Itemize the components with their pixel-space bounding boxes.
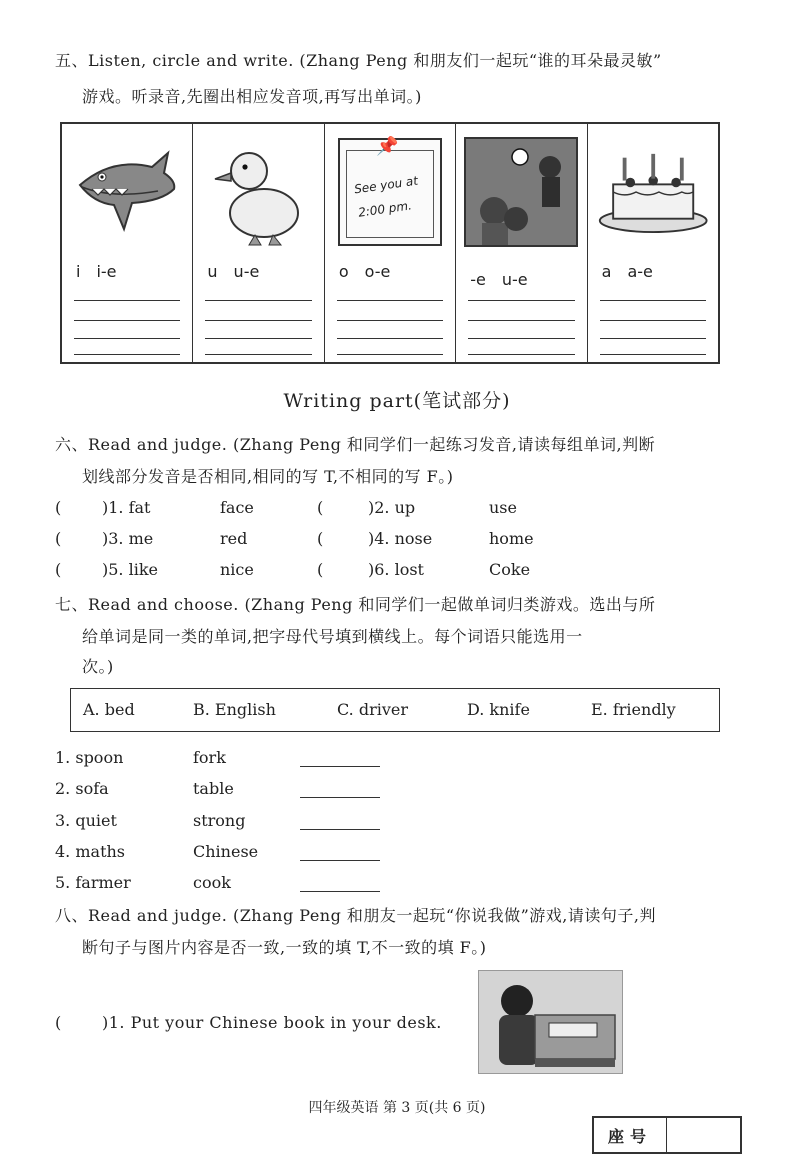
answer-paren[interactable]: ( [55,560,62,579]
answer-line[interactable] [205,300,311,301]
answer-blank[interactable] [300,829,380,830]
option-long[interactable]: i-e [96,262,117,281]
judge-item: )3. me [102,529,154,548]
answer-blank[interactable] [300,891,380,892]
judge-item: )6. lost [368,560,424,579]
answer-paren[interactable]: ( [55,529,62,548]
seat-number-box [592,1116,742,1154]
option-d: D. knife [467,700,530,719]
girl-desk-photo [478,970,623,1074]
option-long[interactable]: u-e [233,262,260,281]
answer-line[interactable] [468,300,574,301]
judge-word: face [220,498,254,517]
writing-part-title: Writing part(笔试部分) [283,390,511,412]
judge-word: use [489,498,517,517]
judge-word: Coke [489,560,531,579]
judge-word: red [220,529,248,548]
answer-line[interactable] [205,320,311,321]
answer-blank[interactable] [300,860,380,861]
answer-line[interactable] [74,320,180,321]
section5-title-line1: 五、Listen, circle and write. (Zhang Peng 和朋友们一起玩“谁的耳朵最灵敏” [55,51,662,70]
choose-word-b: fork [193,748,226,767]
judge-word: nice [220,560,254,579]
option-short[interactable]: u [207,262,218,281]
choose-word-b: Chinese [193,842,259,861]
option-short[interactable]: o [338,262,349,281]
answer-paren[interactable]: ( [317,498,324,517]
note-icon [338,138,442,246]
judge-item: )4. nose [368,529,433,548]
choose-word-a: 4. maths [55,842,126,861]
answer-paren[interactable]: ( [317,529,324,548]
girl-desk-icon [479,971,622,1073]
choose-word-b: table [193,779,234,798]
judge-word: home [489,529,534,548]
choose-word-a: 3. quiet [55,811,117,830]
pin-icon: 📌 [376,136,399,157]
answer-line[interactable] [74,338,180,339]
section6-title-line1: 六、Read and judge. (Zhang Peng 和同学们一起练习发音,请读每组单词,判断 [55,435,656,454]
answer-paren[interactable]: ( [55,498,62,517]
option-short[interactable]: -e [470,270,486,289]
section8-title-line2: 断句子与图片内容是否一致,一致的填 T,不一致的填 F。) [82,938,487,957]
judge-item: )2. up [368,498,416,517]
listen-cell-2 [193,124,324,362]
option-e: E. friendly [591,700,676,719]
answer-line[interactable] [337,338,443,339]
option-short[interactable]: i [76,262,81,281]
option-long[interactable]: o-e [364,262,391,281]
judge-item: )5. like [102,560,158,579]
listen-picture-strip [60,122,720,364]
section5-title-line2: 游戏。听录音,先圈出相应发音项,再写出单词。) [82,87,422,106]
answer-line[interactable] [600,320,706,321]
answer-line[interactable] [74,354,180,355]
listen-cell-5 [588,124,718,362]
page-footer: 四年级英语 第 3 页(共 6 页) [308,1100,486,1116]
answer-line[interactable] [600,354,706,355]
note-text-line2: 2:00 pm. [357,198,413,220]
seat-number-field[interactable] [667,1118,740,1152]
answer-line[interactable] [468,338,574,339]
answer-line[interactable] [337,300,443,301]
note-text-line1: See you at [353,173,419,197]
choose-word-b: strong [193,811,246,830]
choose-word-a: 1. spoon [55,748,124,767]
answer-line[interactable] [600,300,706,301]
choose-word-a: 2. sofa [55,779,109,798]
choose-word-b: cook [193,873,231,892]
section7-title-line1: 七、Read and choose. (Zhang Peng 和同学们一起做单词归类游戏。选出与所 [55,595,656,614]
cake-icon [596,142,710,242]
option-short[interactable]: a [601,262,612,281]
choose-word-a: 5. farmer [55,873,131,892]
answer-line[interactable] [205,338,311,339]
answer-blank[interactable] [300,797,380,798]
seat-number-label: 座号 [594,1118,667,1152]
answer-line[interactable] [205,354,311,355]
option-long[interactable]: u-e [501,270,528,289]
listen-cell-4 [456,124,587,362]
judge-answer-paren[interactable]: ( [55,1013,62,1032]
judge-sentence: )1. Put your Chinese book in your desk. [102,1013,442,1032]
answer-paren[interactable]: ( [317,560,324,579]
option-b: B. English [193,700,276,719]
judge-item: )1. fat [102,498,151,517]
kids-ball-icon [464,137,578,247]
answer-line[interactable] [74,300,180,301]
shark-icon [72,137,182,247]
section7-title-line2: 给单词是同一类的单词,把字母代号填到横线上。每个词语只能选用一 [82,627,583,646]
option-long[interactable]: a-e [627,262,653,281]
listen-cell-3 [325,124,456,362]
section8-title-line1: 八、Read and judge. (Zhang Peng 和朋友一起玩“你说我做”游戏,请读句子,判 [55,906,656,925]
answer-line[interactable] [337,354,443,355]
answer-line[interactable] [468,354,574,355]
answer-line[interactable] [337,320,443,321]
answer-line[interactable] [600,338,706,339]
option-a: A. bed [83,700,135,719]
section6-title-line2: 划线部分发音是否相同,相同的写 T,不相同的写 F。) [82,467,454,486]
listen-cell-1 [62,124,193,362]
option-c: C. driver [337,700,409,719]
duck-icon [209,135,309,250]
choose-options-box [70,688,720,732]
answer-blank[interactable] [300,766,380,767]
section7-title-line3: 次。) [82,657,114,676]
answer-line[interactable] [468,320,574,321]
